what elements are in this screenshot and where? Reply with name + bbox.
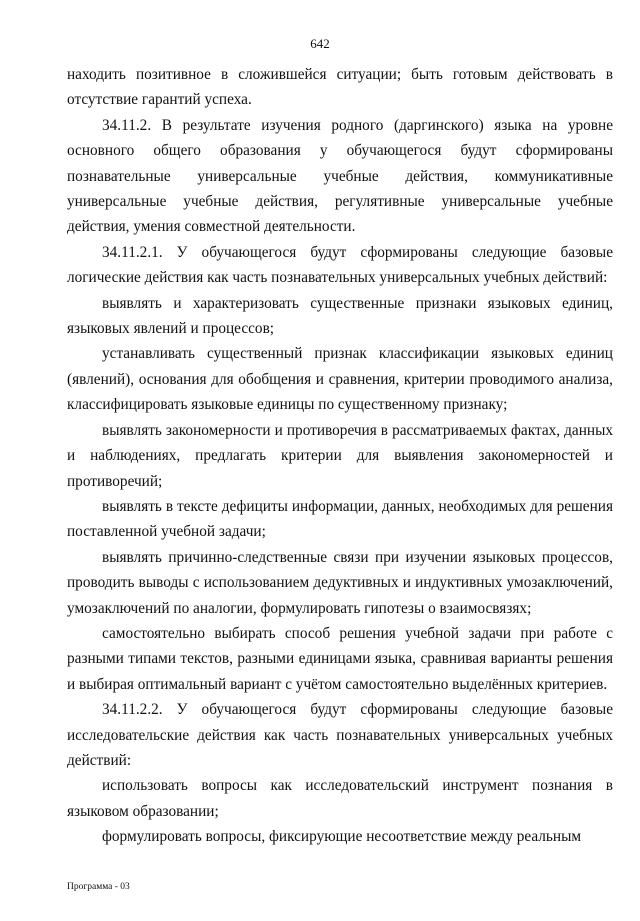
footer-label: Программа - 03: [67, 882, 130, 892]
paragraph: выявлять причинно-следственные связи при изучении языковых процессов, проводить выводы с использованием дедуктивных и индуктивных умозаключений, умозаключений по аналогии, формулировать гипотезы о взаимосвязях;: [67, 548, 613, 617]
paragraph: выявлять закономерности и противоречия в рассматриваемых фактах, данных и наблюдениях, предлагать критерии для выявления закономерностей и противоречий;: [67, 421, 613, 490]
paragraph: самостоятельно выбирать способ решения учебной задачи при работе с разными типами текстов, разными единицами языка, сравнивая варианты решения и выбирая оптимальный вариант с учётом самостоятельно выделённых критериев.: [67, 624, 613, 693]
paragraph: использовать вопросы как исследовательский инструмент познания в языковом образовании;: [67, 777, 613, 820]
paragraph: находить позитивное в сложившейся ситуации; быть готовым действовать в отсутствие гарантий успеха.: [67, 66, 613, 109]
document-body: [67, 62, 613, 850]
page-number: 642: [310, 36, 330, 51]
paragraph: выявлять и характеризовать существенные признаки языковых единиц, языковых явлений и процессов;: [67, 294, 613, 338]
paragraph: устанавливать существенный признак классификации языковых единиц (явлений), основания для обобщения и сравнения, критерии проводимого анализа, классифицировать языковые единицы по существенному признаку;: [67, 345, 613, 414]
paragraph: 34.11.2.2. У обучающегося будут сформированы следующие базовые исследовательские действия как часть познавательных универсальных учебных действий:: [67, 701, 613, 769]
paragraph: выявлять в тексте дефициты информации, данных, необходимых для решения поставленной учебной задачи;: [67, 497, 613, 541]
paragraph: 34.11.2.1. У обучающегося будут сформированы следующие базовые логические действия как часть познавательных универсальных учебных действий:: [67, 243, 613, 287]
paragraph: формулировать вопросы, фиксирующие несоответствие между реальным: [102, 828, 582, 846]
paragraph: 34.11.2. В результате изучения родного (даргинского) языка на уровне основного общего образования у обучающегося будут сформированы познавательные универсальные учебные действия, коммуникативные универсальные учебные действия, регулятивные универсальные учебные действия, умения совместной деятельности.: [67, 116, 613, 236]
